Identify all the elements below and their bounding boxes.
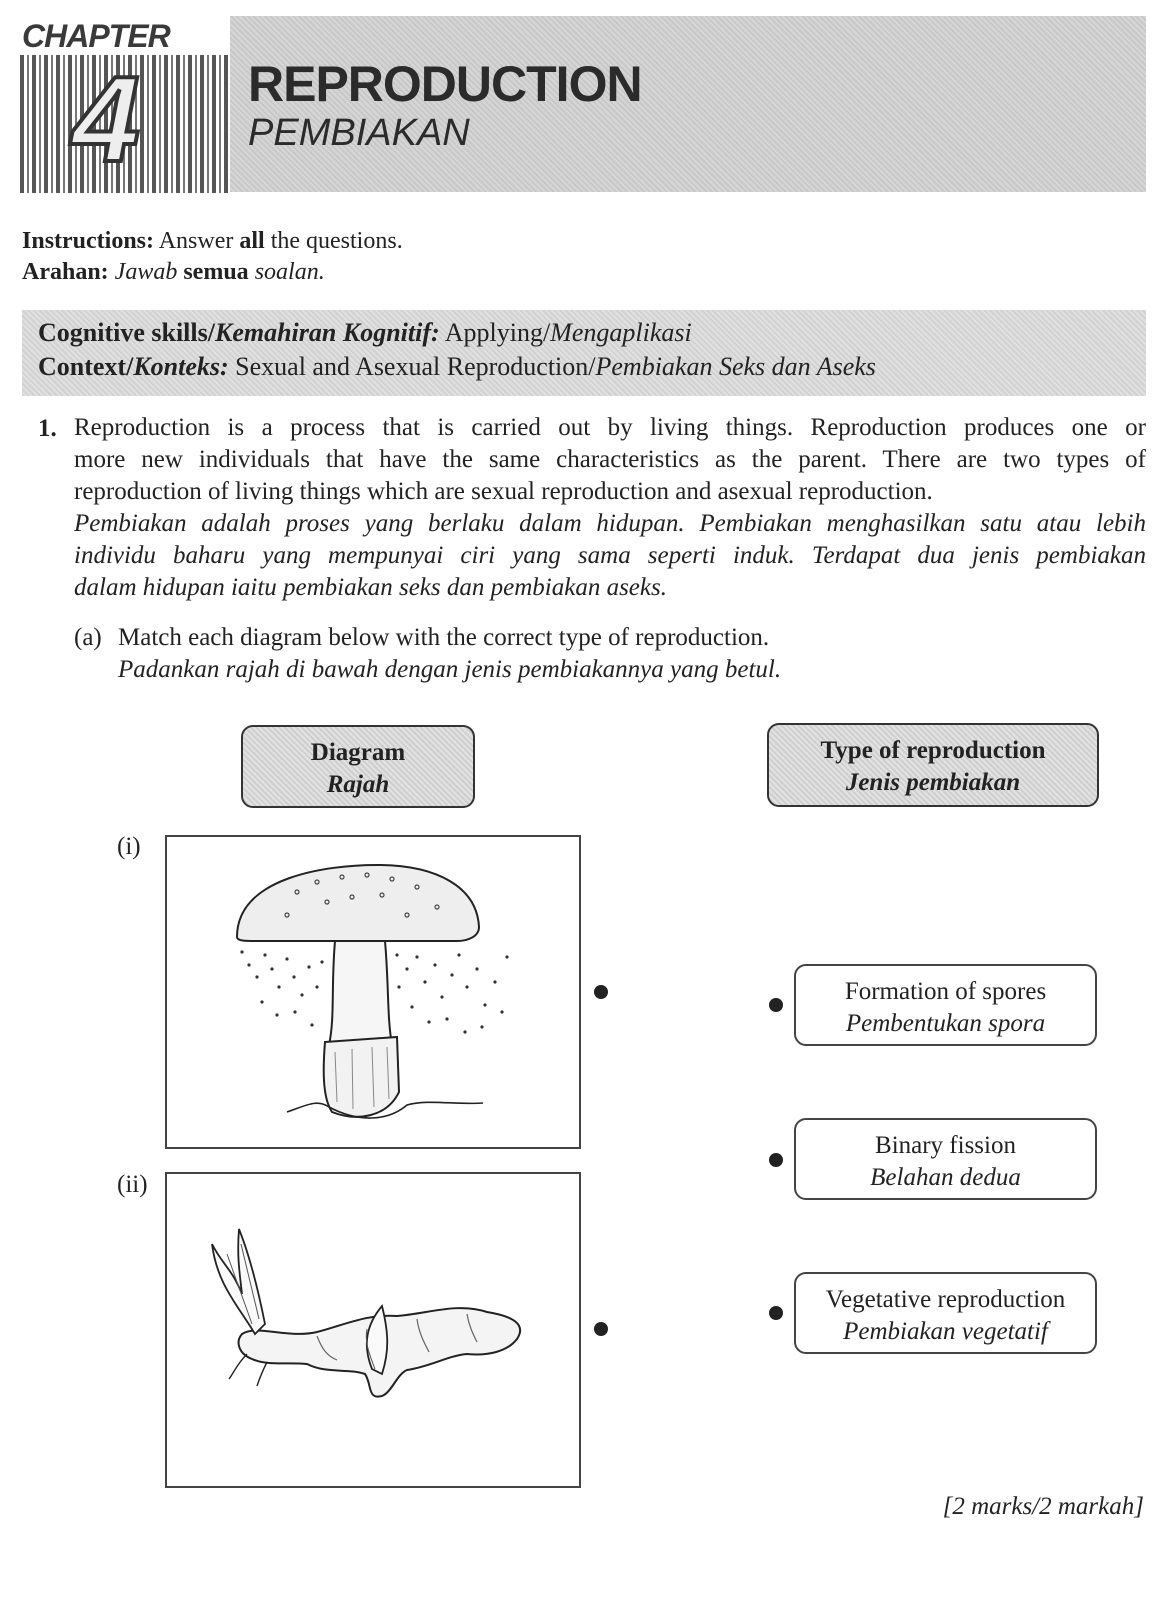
part-label: (a): [74, 624, 102, 651]
question-text-en-3: reproduction of living things which are sexual reproduction and asexual reproduction.: [74, 478, 933, 505]
instructions-en: Instructions: Answer all the questions.: [22, 228, 403, 254]
mushroom-spores-icon: [167, 837, 579, 1147]
diagram-header: Diagram Rajah: [241, 725, 475, 808]
match-dot-type-2[interactable]: [769, 1153, 783, 1167]
diagram-frame-ii: [165, 1172, 581, 1488]
match-dot-diagram-i[interactable]: [594, 985, 608, 999]
match-dot-type-1[interactable]: [769, 998, 783, 1012]
diagram-label-ii: (ii): [117, 1171, 148, 1198]
part-text-ms: Padankan rajah di bawah dengan jenis pembiakannya yang betul.: [118, 656, 782, 683]
question-text-en-1: Reproduction is a process that is carried out by living things. Reproduction produces one or: [74, 414, 1146, 441]
question-text-ms-2: individu baharu yang mempunyai ciri yang sama seperti induk. Terdapat dua jenis pembiakan: [74, 542, 1146, 569]
cognitive-skills: Cognitive skills/Kemahiran Kognitif: Applying/Mengaplikasi: [38, 318, 692, 347]
marks: [2 marks/2 markah]: [942, 1493, 1144, 1520]
chapter-word: CHAPTER: [22, 18, 170, 54]
page-title: REPRODUCTION: [248, 56, 642, 112]
question-text-en-2: more new individuals that have the same characteristics as the parent. There are two types of: [74, 446, 1146, 473]
question-text-ms-3: dalam hidupan iaitu pembiakan seks dan pembiakan aseks.: [74, 574, 667, 601]
diagram-frame-i: [165, 835, 581, 1149]
question-text-ms-1: Pembiakan adalah proses yang berlaku dalam hidupan. Pembiakan menghasilkan satu atau lebih: [74, 510, 1146, 537]
ginger-rhizome-icon: [167, 1174, 579, 1486]
type-header: Type of reproduction Jenis pembiakan: [767, 723, 1099, 807]
type-option-vegetative: Vegetative reproduction Pembiakan vegetatif: [794, 1272, 1097, 1354]
match-dot-diagram-ii[interactable]: [594, 1322, 608, 1336]
type-option-spores: Formation of spores Pembentukan spora: [794, 964, 1097, 1046]
instructions-ms: Arahan: Jawab semua soalan.: [22, 259, 325, 285]
match-dot-type-3[interactable]: [769, 1306, 783, 1320]
chapter-number: 4: [72, 51, 140, 187]
question-number: 1.: [38, 415, 57, 442]
context: Context/Konteks: Sexual and Asexual Reproduction/Pembiakan Seks dan Aseks: [38, 352, 876, 381]
page-subtitle: PEMBIAKAN: [248, 112, 470, 154]
type-option-binary-fission: Binary fission Belahan dedua: [794, 1118, 1097, 1200]
part-text-en: Match each diagram below with the correct type of reproduction.: [118, 624, 770, 651]
diagram-label-i: (i): [117, 833, 141, 860]
